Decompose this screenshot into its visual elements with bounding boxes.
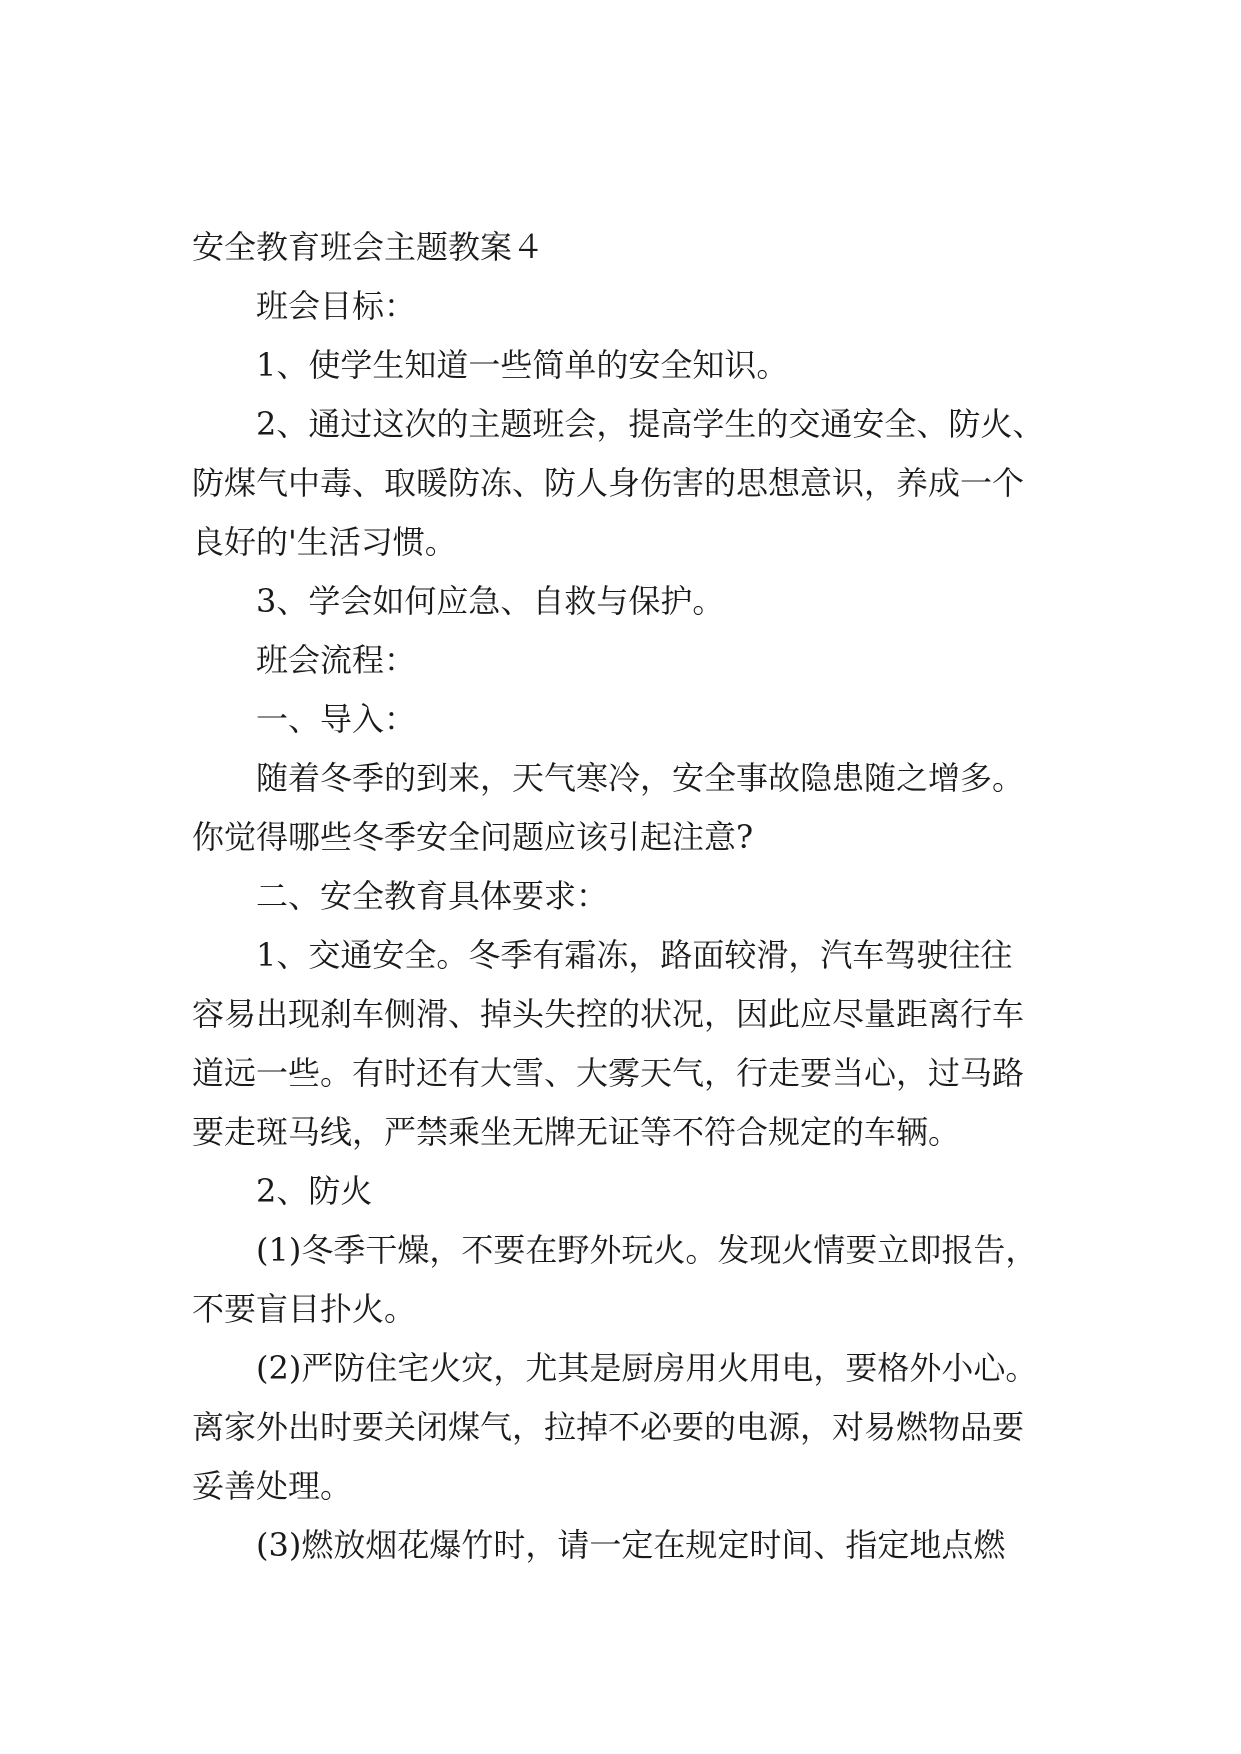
text-line: (1)冬季干燥，不要在野外玩火。发现火情要立即报告， — [256, 1231, 1038, 1269]
text-line: 道远一些。有时还有大雪、大雾天气，行走要当心，过马路 — [192, 1054, 1025, 1092]
text-line: 2、防火 — [256, 1172, 373, 1210]
text-line: 班会流程： — [256, 641, 417, 679]
text-line: 随着冬季的到来，天气寒冷，安全事故隐患随之增多。 — [256, 759, 1025, 797]
text-line: 你觉得哪些冬季安全问题应该引起注意? — [192, 818, 754, 856]
text-line: 容易出现刹车侧滑、掉头失控的状况，因此应尽量距离行车 — [192, 995, 1025, 1033]
text-line: 1、交通安全。冬季有霜冻，路面较滑，汽车驾驶往往 — [256, 936, 1013, 974]
text-line: 妥善处理。 — [192, 1467, 353, 1505]
text-line: 离家外出时要关闭煤气，拉掉不必要的电源，对易燃物品要 — [192, 1408, 1025, 1446]
text-line: 一、导入： — [256, 700, 417, 738]
text-line: 良好的'生活习惯。 — [192, 523, 457, 561]
text-line: 不要盲目扑火。 — [192, 1290, 417, 1328]
text-line: 要走斑马线，严禁乘坐无牌无证等不符合规定的车辆。 — [192, 1113, 961, 1151]
document-body — [192, 218, 1057, 1575]
text-line: 3、学会如何应急、自救与保护。 — [256, 582, 725, 620]
text-line: 班会目标： — [256, 287, 417, 325]
text-line: (2)严防住宅火灾，尤其是厨房用火用电，要格外小心。 — [256, 1349, 1038, 1387]
text-line: 2、通过这次的主题班会，提高学生的交通安全、防火、 — [256, 405, 1045, 443]
text-line: 防煤气中毒、取暖防冻、防人身伤害的思想意识，养成一个 — [192, 464, 1025, 502]
text-line: (3)燃放烟花爆竹时，请一定在规定时间、指定地点燃 — [256, 1526, 1006, 1564]
document-lines — [192, 277, 1057, 1575]
text-line: 二、安全教育具体要求： — [256, 877, 609, 915]
text-line: 1、使学生知道一些简单的安全知识。 — [256, 346, 789, 384]
document-title: 安全教育班会主题教案４ — [192, 228, 545, 266]
